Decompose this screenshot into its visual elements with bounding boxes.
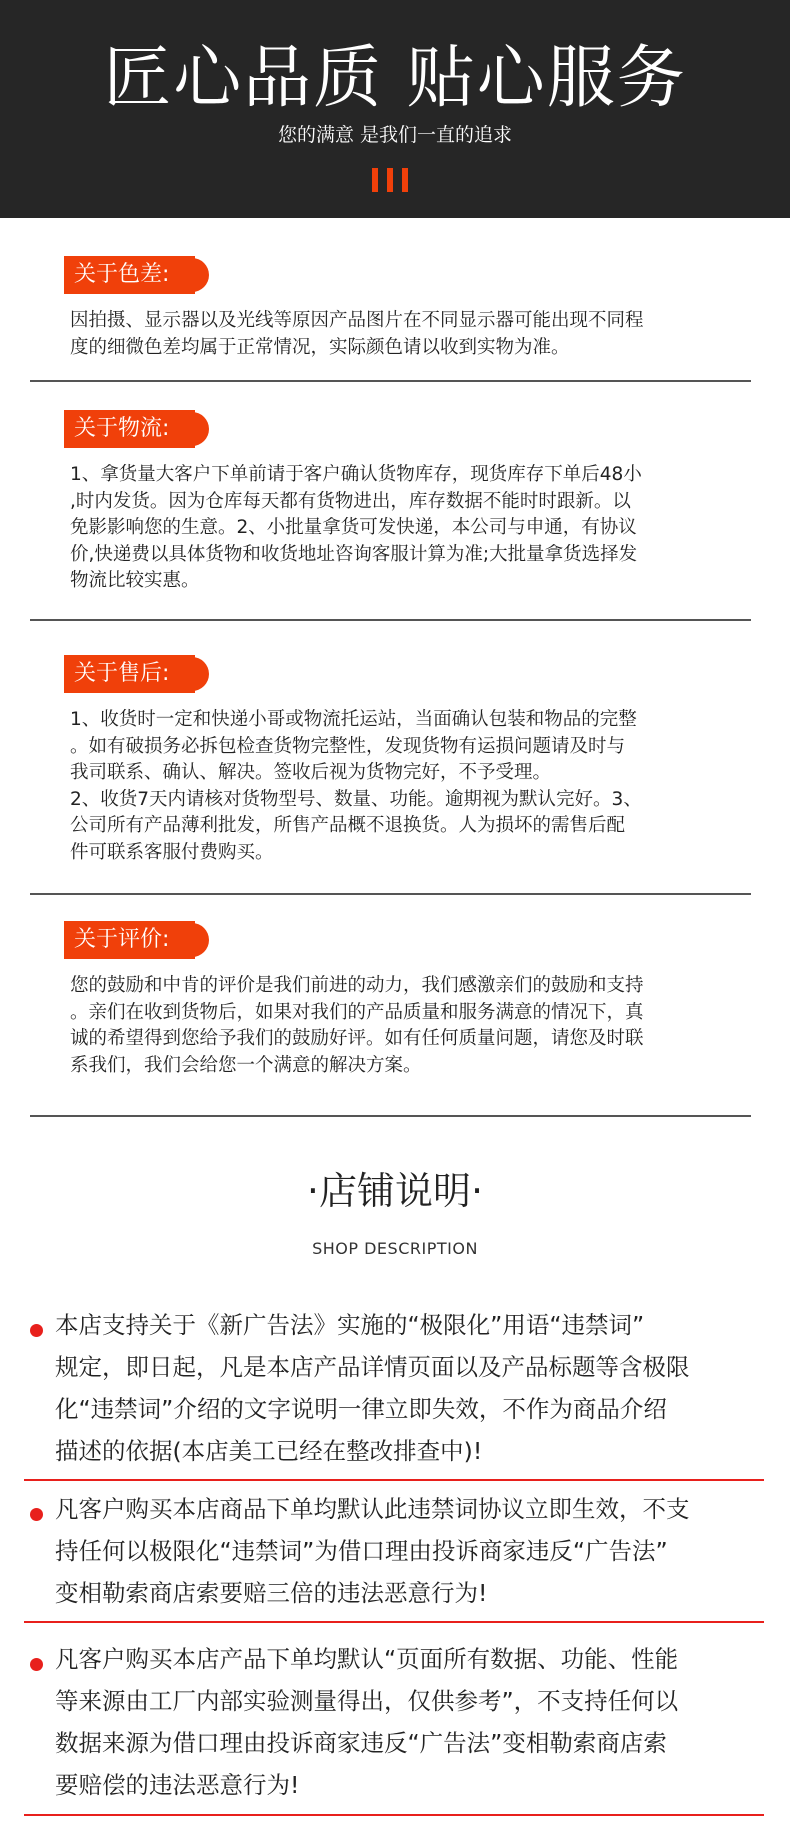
color-difference-tag: 关于色差: <box>64 256 195 294</box>
hero-title: 匠心品质 贴心服务 <box>103 39 687 118</box>
notice-divider <box>24 1621 764 1623</box>
shop-description-subtitle: SHOP DESCRIPTION <box>312 1239 478 1258</box>
notice-text: 本店支持关于《新广告法》实施的“极限化”用语“违禁词” 规定，即日起，凡是本店产品详情页面以及产品标题等含极限 化“违禁词”介绍的文字说明一律立即失效，不作为商品介绍 描述的依据(本店美工已经在整改排查中)! <box>55 1311 690 1465</box>
section-divider <box>30 380 751 382</box>
notice-text: 凡客户购买本店产品下单均默认“页面所有数据、功能、性能 等来源由工厂内部实验测量得出，仅供参考”，不支持任何以 数据来源为借口理由投诉商家违反“广告法”变相勒索商店索 要赔偿的违法恶意行为! <box>55 1645 679 1799</box>
color-difference-text: 因拍摄、显示器以及光线等原因产品图片在不同显示器可能出现不同程 度的细微色差均属于正常情况，实际颜色请以收到实物为准。 <box>70 310 644 358</box>
review-tag: 关于评价: <box>64 921 195 959</box>
section-divider <box>30 619 751 621</box>
section-divider <box>30 893 751 895</box>
notice-divider <box>24 1479 764 1481</box>
notice-text: 凡客户购买本店商品下单均默认此违禁词协议立即生效，不支 持任何以极限化“违禁词”为借口理由投诉商家违反“广告法” 变相勒索商店索要赔三倍的违法恶意行为! <box>55 1495 690 1607</box>
after-sales-text: 1、收货时一定和快递小哥或物流托运站，当面确认包装和物品的完整 。如有破损务必拆包检查货物完整性，发现货物有运损问题请及时与 我司联系、确认、解决。签收后视为货物完好，不予受理。 2、收货7天内请核对货物型号、数量、功能。逾期视为默认完好。3、 公司所有产品薄利批发，所售产品概不退换货。人为损坏的需售后配 件可联系客服付费购买。 <box>70 709 642 863</box>
shop-description-title: ·店铺说明· <box>306 1169 484 1213</box>
review-text: 您的鼓励和中肯的评价是我们前进的动力，我们感激亲们的鼓励和支持 。亲们在收到货物后，如果对我们的产品质量和服务满意的情况下，真 诚的希望得到您给予我们的鼓励好评。如有任何质量问题，请您及时联 系我们，我们会给您一个满意的解决方案。 <box>70 975 644 1076</box>
bullet-dot-icon <box>30 1508 43 1521</box>
logistics-text: 1、拿货量大客户下单前请于客户确认货物库存，现货库存下单后48小 ,时内发货。因为仓库每天都有货物进出，库存数据不能时时跟新。以 免影影响您的生意。2、小批量拿货可发快递，本公司与申通，有协议 价,快递费以具体货物和收货地址咨询客服计算为准;大批量拿货选择发 物流比较实惠。 <box>70 464 642 591</box>
section-divider <box>30 1115 751 1117</box>
notice-divider <box>24 1814 764 1816</box>
logistics-tag: 关于物流: <box>64 410 195 448</box>
bullet-dot-icon <box>30 1324 43 1337</box>
bullet-dot-icon <box>30 1658 43 1671</box>
decorative-bars-icon <box>370 168 410 192</box>
hero-banner <box>0 0 790 218</box>
after-sales-tag: 关于售后: <box>64 655 195 693</box>
hero-subtitle: 您的满意 是我们一直的追求 <box>277 124 513 146</box>
